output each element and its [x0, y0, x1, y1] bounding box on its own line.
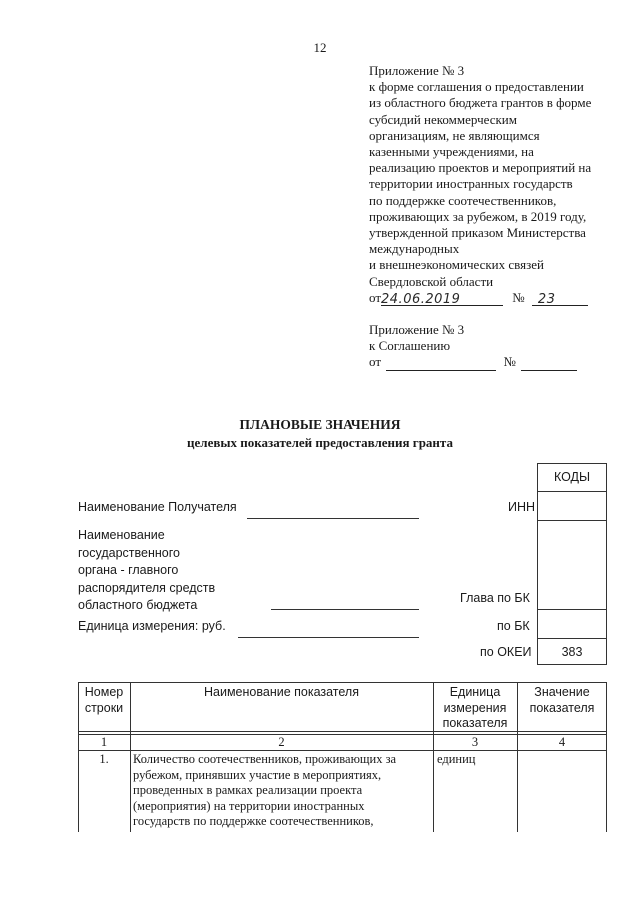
- authority-underline: [271, 609, 419, 610]
- appendix-line: проживающих за рубежом, в 2019 году,: [369, 208, 587, 224]
- indicator-name-line: государств по поддержке соотечественников,: [133, 814, 374, 828]
- order-number-handwritten: 23: [537, 292, 556, 308]
- column-number: 3: [471, 735, 479, 749]
- unit-label: Единица измерения: руб.: [78, 619, 226, 633]
- codes-divider: [537, 638, 607, 639]
- appendix-line: международных: [369, 241, 460, 257]
- order-number-field: [532, 291, 588, 306]
- authority-label-line: распорядителя средств: [78, 580, 216, 595]
- codes-divider: [537, 609, 607, 610]
- header-row-number: [78, 685, 130, 716]
- table-row-unit: единиц: [437, 752, 476, 766]
- header-text: показателя: [529, 700, 595, 715]
- agreement-appendix-line: Приложение № 3: [369, 322, 465, 337]
- codes-box: [537, 463, 607, 665]
- column-number: 1: [100, 735, 108, 749]
- agreement-date-field: [386, 356, 496, 371]
- authority-label-line: областного бюджета: [78, 598, 198, 612]
- header-text: измерения: [443, 700, 507, 715]
- header-text: Номер: [84, 685, 124, 699]
- page-number: 12: [313, 40, 327, 55]
- bk-label: по БК: [497, 619, 530, 633]
- header-text: Наименование показателя: [204, 685, 359, 699]
- appendix-line: и внешнеэкономических связей: [369, 257, 544, 273]
- order-date-number-row: [369, 290, 629, 307]
- unit-underline: [238, 637, 419, 638]
- from-label: от: [369, 289, 382, 305]
- agreement-appendix-header: [369, 322, 629, 371]
- order-date-handwritten: 24.06.2019: [381, 292, 461, 308]
- column-number: 4: [558, 735, 566, 749]
- header-unit: [433, 685, 517, 732]
- table-row-divider: [78, 731, 607, 732]
- indicator-name-line: рубежом, принявших участие в мероприятиях,: [133, 767, 382, 782]
- header-text: Значение: [534, 685, 590, 699]
- recipient-underline: [247, 518, 419, 519]
- table-col-divider: [130, 682, 131, 832]
- indicator-name-line: Количество соотечественников, проживающих за: [133, 752, 397, 766]
- number-label: №: [503, 354, 516, 370]
- document-subtitle: целевых показателей предоставления гранта: [187, 435, 453, 450]
- appendix-line: Приложение № 3: [369, 63, 465, 78]
- agreement-appendix-line: к Соглашению: [369, 338, 451, 354]
- codes-divider: [537, 491, 607, 492]
- agreement-date-number-row: [369, 354, 629, 371]
- order-date-field: [381, 291, 503, 306]
- indicator-name-line: (мероприятия) на территории иностранных: [133, 798, 365, 813]
- appendix-line: утвержденной приказом Министерства: [369, 225, 586, 241]
- column-number: 2: [278, 735, 285, 749]
- indicator-name-line: проведенных в рамках реализации проекта: [133, 783, 363, 797]
- appendix-line: по поддержке соотечественников,: [369, 192, 557, 208]
- appendix-line: субсидий некоммерческим: [369, 111, 517, 127]
- okei-label: по ОКЕИ: [480, 645, 532, 659]
- glava-bk-label: Глава по БК: [460, 591, 530, 605]
- document-title: ПЛАНОВЫЕ ЗНАЧЕНИЯ: [239, 417, 401, 432]
- table-row-number: 1.: [99, 752, 109, 766]
- header-value: [517, 685, 607, 716]
- from-label: от: [369, 354, 382, 370]
- appendix-line: из областного бюджета грантов в форме: [369, 95, 592, 111]
- okei-code-value: 383: [561, 645, 583, 659]
- authority-label: [78, 527, 215, 615]
- table-row-indicator-name: [133, 752, 433, 830]
- header-text: строки: [84, 700, 124, 715]
- authority-label-line: органа - главного: [78, 563, 179, 577]
- header-indicator-name: [130, 685, 433, 701]
- inn-label: ИНН: [508, 500, 536, 514]
- codes-header: КОДЫ: [553, 470, 591, 484]
- codes-divider: [537, 520, 607, 521]
- authority-label-line: Наименование: [78, 528, 165, 542]
- appendix-line: организациям, не являющимся: [369, 127, 540, 143]
- appendix-line: Свердловской области: [369, 273, 494, 289]
- agreement-number-field: [521, 356, 577, 371]
- number-label: №: [512, 289, 525, 305]
- appendix-line: территории иностранных государств: [369, 176, 573, 192]
- header-text: показателя: [442, 716, 508, 730]
- authority-label-line: государственного: [78, 545, 180, 560]
- appendix-line: реализацию проектов и мероприятий на: [369, 160, 592, 176]
- recipient-label: Наименование Получателя: [78, 500, 237, 514]
- header-text: Единица: [449, 685, 501, 699]
- appendix-header: [369, 63, 629, 307]
- appendix-line: к форме соглашения о предоставлении: [369, 79, 584, 95]
- appendix-line: казенными учреждениями, на: [369, 144, 534, 160]
